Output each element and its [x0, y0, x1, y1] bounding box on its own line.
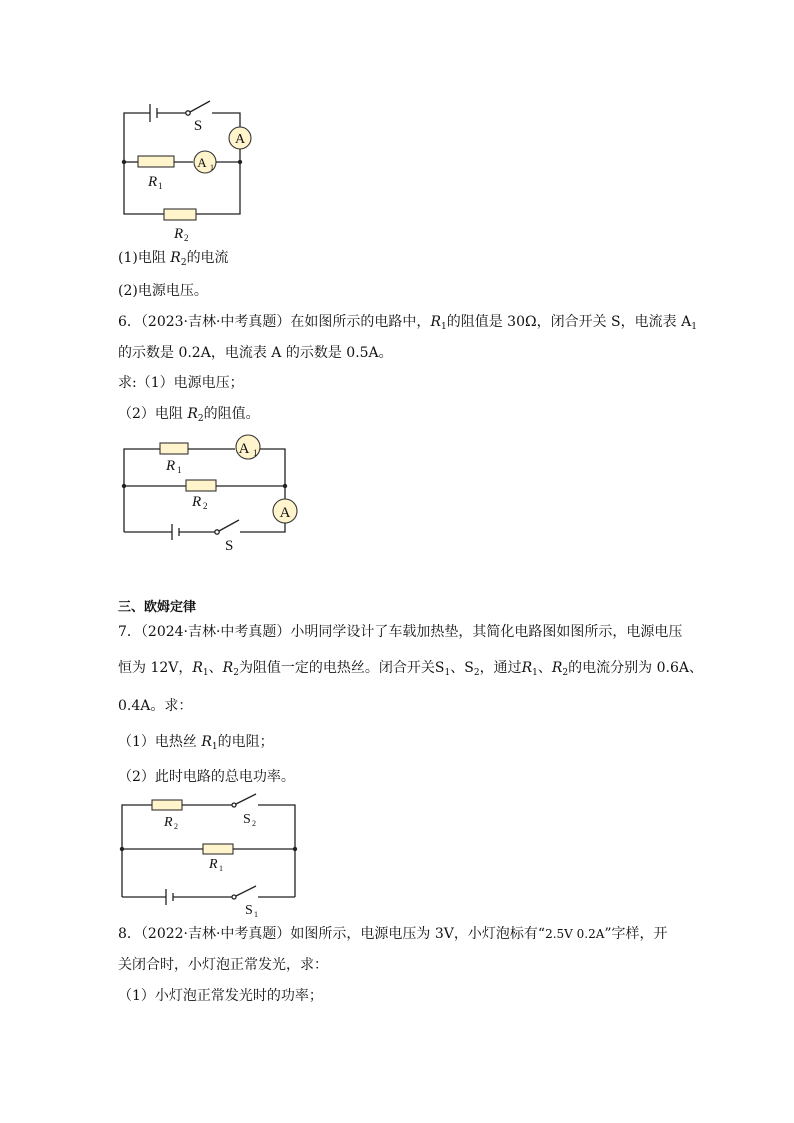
q7-line3: 0.4A。求： [118, 698, 193, 714]
ammeter-a1-sub: 1 [210, 163, 214, 172]
r1-label: R [148, 174, 158, 190]
switch-contact [232, 803, 236, 807]
s1-label: S [245, 903, 253, 918]
q6-line2: 的示数是 0.2A，电流表 A 的示数是 0.5A。 [118, 345, 393, 361]
q5-part2: (2)电源电压。 [118, 283, 208, 299]
r1-sub: 1 [177, 465, 182, 475]
r2-sub: 2 [174, 822, 178, 831]
s1-sub: 1 [254, 910, 258, 919]
junction-node [293, 847, 297, 851]
r1-sub: 1 [219, 864, 223, 873]
q8-line2: 关闭合时，小灯泡正常发光，求： [118, 957, 328, 973]
q7-line2: 恒为 12V，$R_1$、$R_2$为阻值一定的电热丝。闭合开关$S_1$、$S_2$，通过$R_1$、$R_2$的电流分别为 0.6A、 [118, 660, 703, 678]
q6-line1: 6．（2023·吉林·中考真题）在如图所示的电路中，$R_1$的阻值是 30Ω，闭合开关 S，电流表 $A_1$ [118, 314, 697, 332]
q6-ask2: （2）电阻 $R_2$的阻值。 [118, 406, 260, 424]
switch-blade [236, 886, 256, 896]
r2-sub: 2 [184, 233, 189, 243]
switch-label: S [225, 538, 234, 554]
r1-sub: 1 [158, 181, 163, 191]
switch-contact [232, 895, 236, 899]
section-heading: 三、欧姆定律 [118, 600, 197, 615]
resistor-r1 [203, 844, 233, 854]
q7-ask2: （2）此时电路的总电功率。 [118, 769, 295, 785]
q8-line1: 8．（2022·吉林·中考真题）如图所示，电源电压为 3V，小灯泡标有“2.5V 0.2A”字样，开 [118, 926, 668, 942]
q8-ask1: （1）小灯泡正常发光时的功率； [118, 988, 323, 1004]
junction-node [120, 847, 124, 851]
ammeter-a-label: A [234, 132, 246, 147]
ammeter-a1-label: A [197, 155, 207, 170]
switch-blade [236, 794, 256, 804]
s2-label: S [243, 812, 251, 827]
r2-sub: 2 [203, 501, 208, 511]
r1-label: R [166, 458, 176, 474]
q7-ask1: （1）电热丝 $R_1$的电阻； [118, 734, 274, 752]
q5-part1: (1)电阻 $R_2$的电流 [118, 250, 229, 268]
ammeter-a-label: A [279, 505, 291, 521]
r1-label: R [209, 857, 218, 872]
r2-label: R [174, 226, 184, 242]
ammeter-a1-sub: 1 [253, 448, 258, 458]
r2-label: R [192, 494, 202, 510]
q6-ask1: 求:（1）电源电压； [118, 375, 244, 391]
r2-label: R [164, 815, 173, 830]
resistor-r2 [152, 800, 182, 810]
switch-label: S [193, 118, 203, 134]
q7-line1: 7．（2024·吉林·中考真题）小明同学设计了车载加热垫，其简化电路图如图所示，电源电压 [118, 624, 683, 640]
s2-sub: 2 [252, 819, 256, 828]
ammeter-a1-label: A [238, 441, 250, 457]
